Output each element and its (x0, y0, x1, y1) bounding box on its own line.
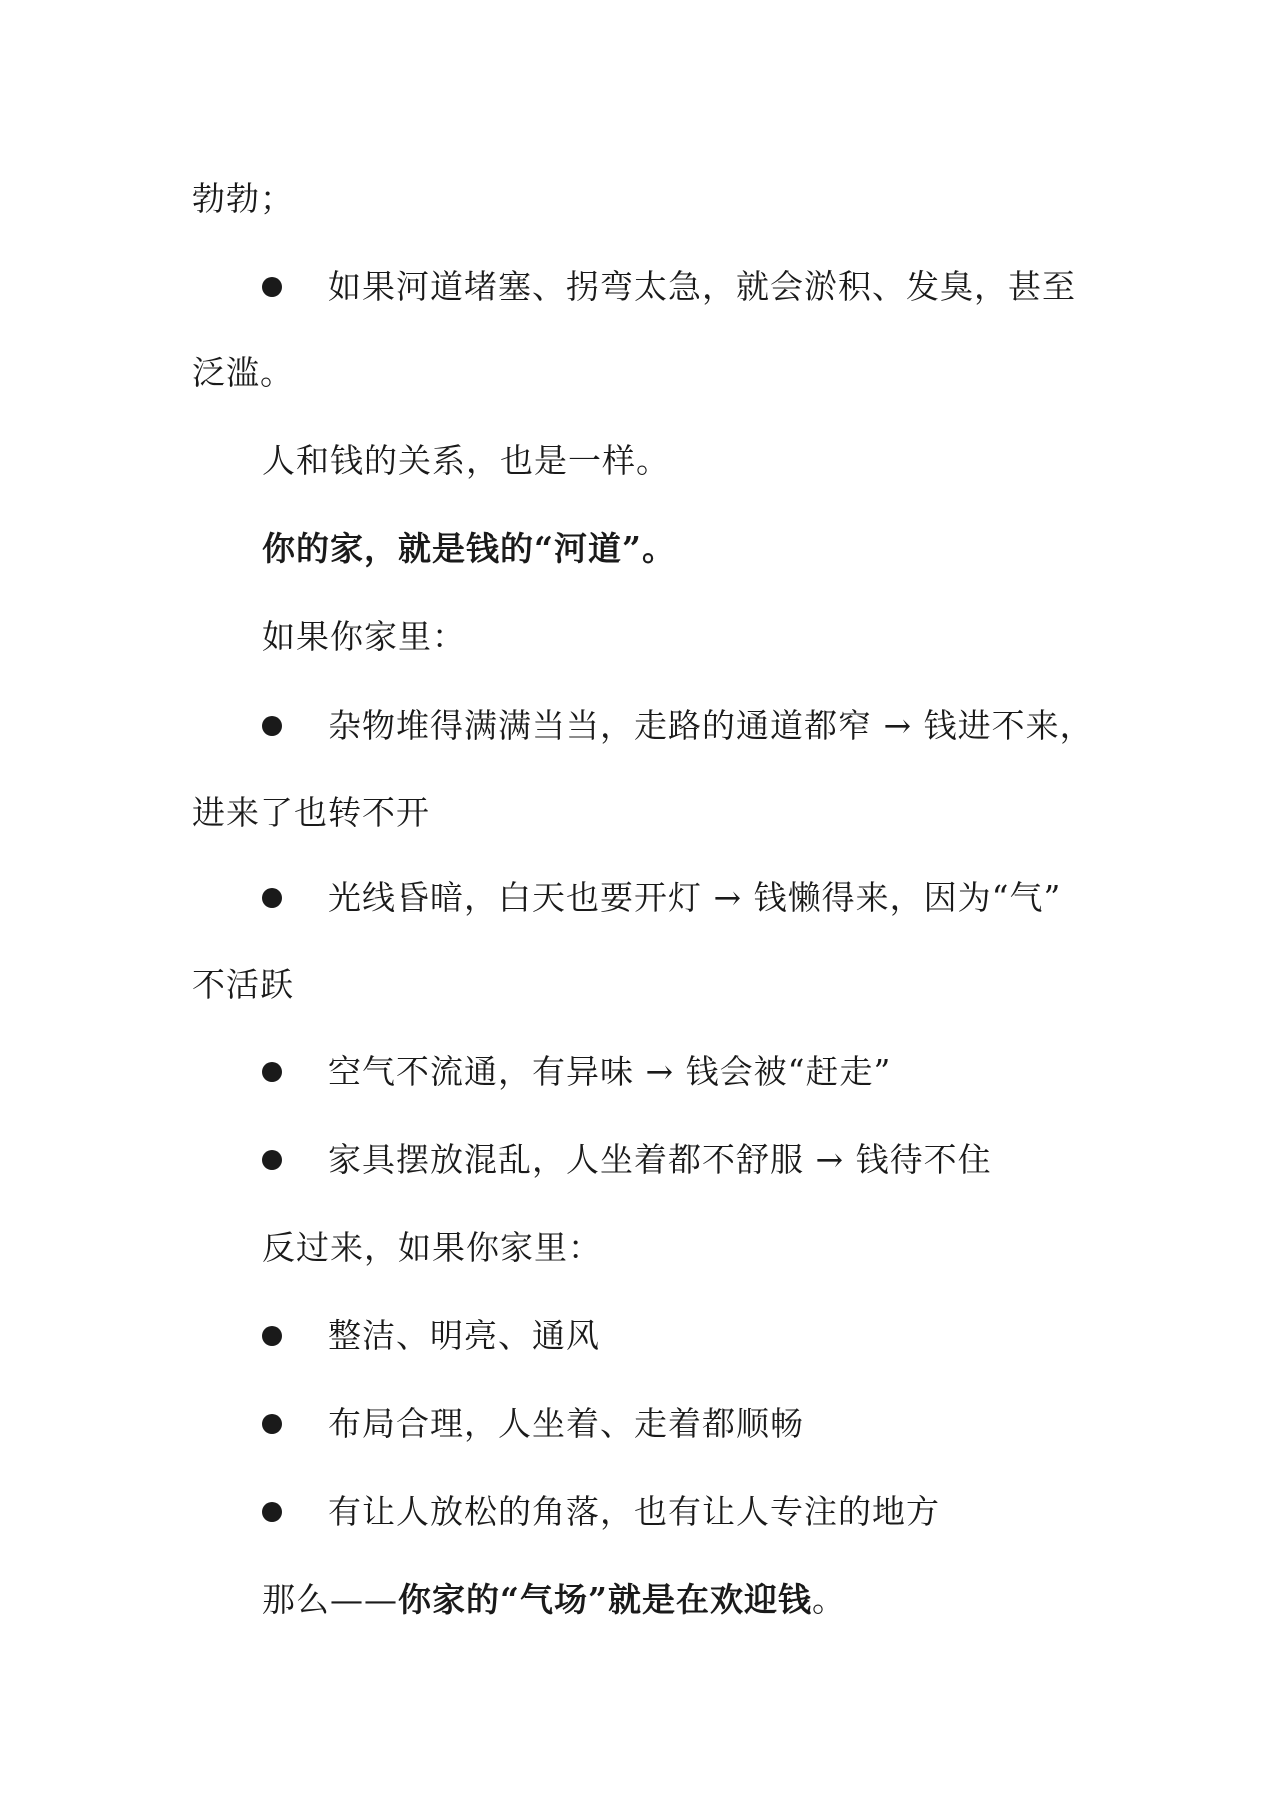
closing-line (262, 1579, 846, 1621)
bullet-icon (262, 277, 282, 297)
closing-line-lead: 那么—— (262, 1580, 398, 1619)
text-line: 如果你家里： (262, 617, 466, 656)
text-line: 不活跃 (192, 965, 294, 1004)
text-line: 反过来，如果你家里： (262, 1228, 602, 1267)
closing-line-period: 。 (811, 1580, 846, 1619)
bullet-text: 光线昏暗，白天也要开灯 → 钱懒得来，因为“气” (328, 878, 1062, 917)
bullet-text: 杂物堆得满满当当，走路的通道都窄 → 钱进不来， (328, 706, 1094, 745)
bullet-icon (262, 1150, 282, 1170)
closing-line-emphasis: 你家的“气场”就是在欢迎钱 (398, 1580, 812, 1619)
bullet-text: 整洁、明亮、通风 (328, 1316, 600, 1355)
bullet-icon (262, 716, 282, 736)
bullet-text: 如果河道堵塞、拐弯太急，就会淤积、发臭，甚至 (328, 267, 1076, 306)
bullet-icon (262, 1062, 282, 1082)
text-line: 泛滥。 (192, 353, 294, 392)
bullet-icon (262, 1326, 282, 1346)
text-line: 人和钱的关系，也是一样。 (262, 441, 670, 480)
bullet-icon (262, 888, 282, 908)
bullet-icon (262, 1414, 282, 1434)
bullet-icon (262, 1502, 282, 1522)
bullet-text: 空气不流通，有异味 → 钱会被“赶走” (328, 1052, 892, 1091)
bullet-text: 家具摆放混乱，人坐着都不舒服 → 钱待不住 (328, 1140, 992, 1179)
text-line: 勃勃； (192, 179, 294, 218)
text-line: 进来了也转不开 (192, 793, 430, 832)
bold-text-line: 你的家，就是钱的“河道”。 (262, 529, 676, 568)
bullet-text: 布局合理，人坐着、走着都顺畅 (328, 1404, 804, 1443)
bullet-text: 有让人放松的角落，也有让人专注的地方 (328, 1492, 940, 1531)
